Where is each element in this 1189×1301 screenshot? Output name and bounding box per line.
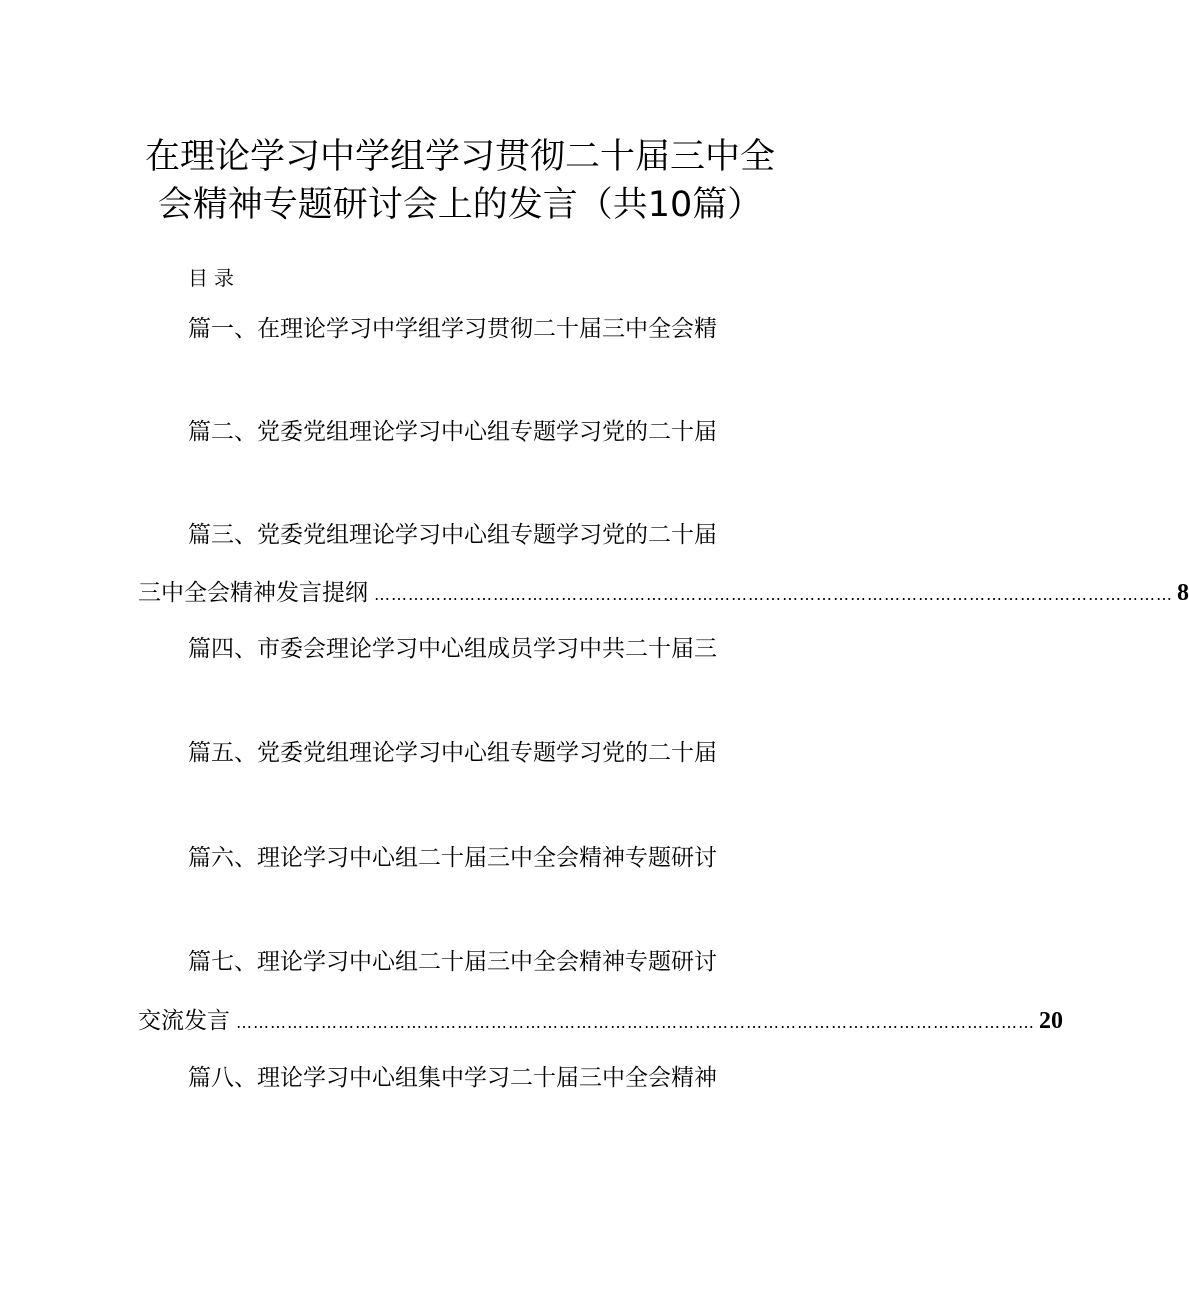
toc-item-3[interactable]: 篇三、党委党组理论学习中心组专题学习党的二十届 [188, 522, 717, 548]
toc-dot-leader: …………………………………………………………………………………………………………………………… [236, 1013, 1035, 1032]
toc-item-5[interactable]: 篇五、党委党组理论学习中心组专题学习党的二十届 [188, 740, 717, 766]
toc-item-2[interactable]: 篇二、党委党组理论学习中心组专题学习党的二十届 [188, 419, 717, 445]
toc-item-4[interactable]: 篇四、市委会理论学习中心组成员学习中共二十届三 [188, 636, 717, 662]
toc-item-1[interactable]: 篇一、在理论学习中学组学习贯彻二十届三中全会精 [188, 316, 717, 342]
toc-item-3-continuation[interactable] [138, 577, 1189, 611]
toc-item-7-page-number: 20 [1039, 1008, 1063, 1034]
toc-heading: 目录 [188, 266, 240, 290]
toc-dot-leader: …………………………………………………………………………………………………………………………… [374, 585, 1173, 604]
toc-item-3-continuation-text: 三中全会精神发言提纲 [138, 580, 368, 606]
toc-item-6[interactable]: 篇六、理论学习中心组二十届三中全会精神专题研讨 [188, 845, 717, 871]
document-title-line-1: 在理论学习中学组学习贯彻二十届三中全 [144, 137, 775, 177]
toc-item-7[interactable]: 篇七、理论学习中心组二十届三中全会精神专题研讨 [188, 949, 717, 975]
toc-item-3-page-number: 8 [1177, 580, 1189, 606]
toc-item-7-continuation[interactable] [138, 1005, 1063, 1039]
document-title-line-2: 会精神专题研讨会上的发言（共10篇） [157, 185, 763, 225]
toc-item-7-continuation-text: 交流发言 [138, 1008, 230, 1034]
toc-item-8[interactable]: 篇八、理论学习中心组集中学习二十届三中全会精神 [188, 1065, 717, 1091]
